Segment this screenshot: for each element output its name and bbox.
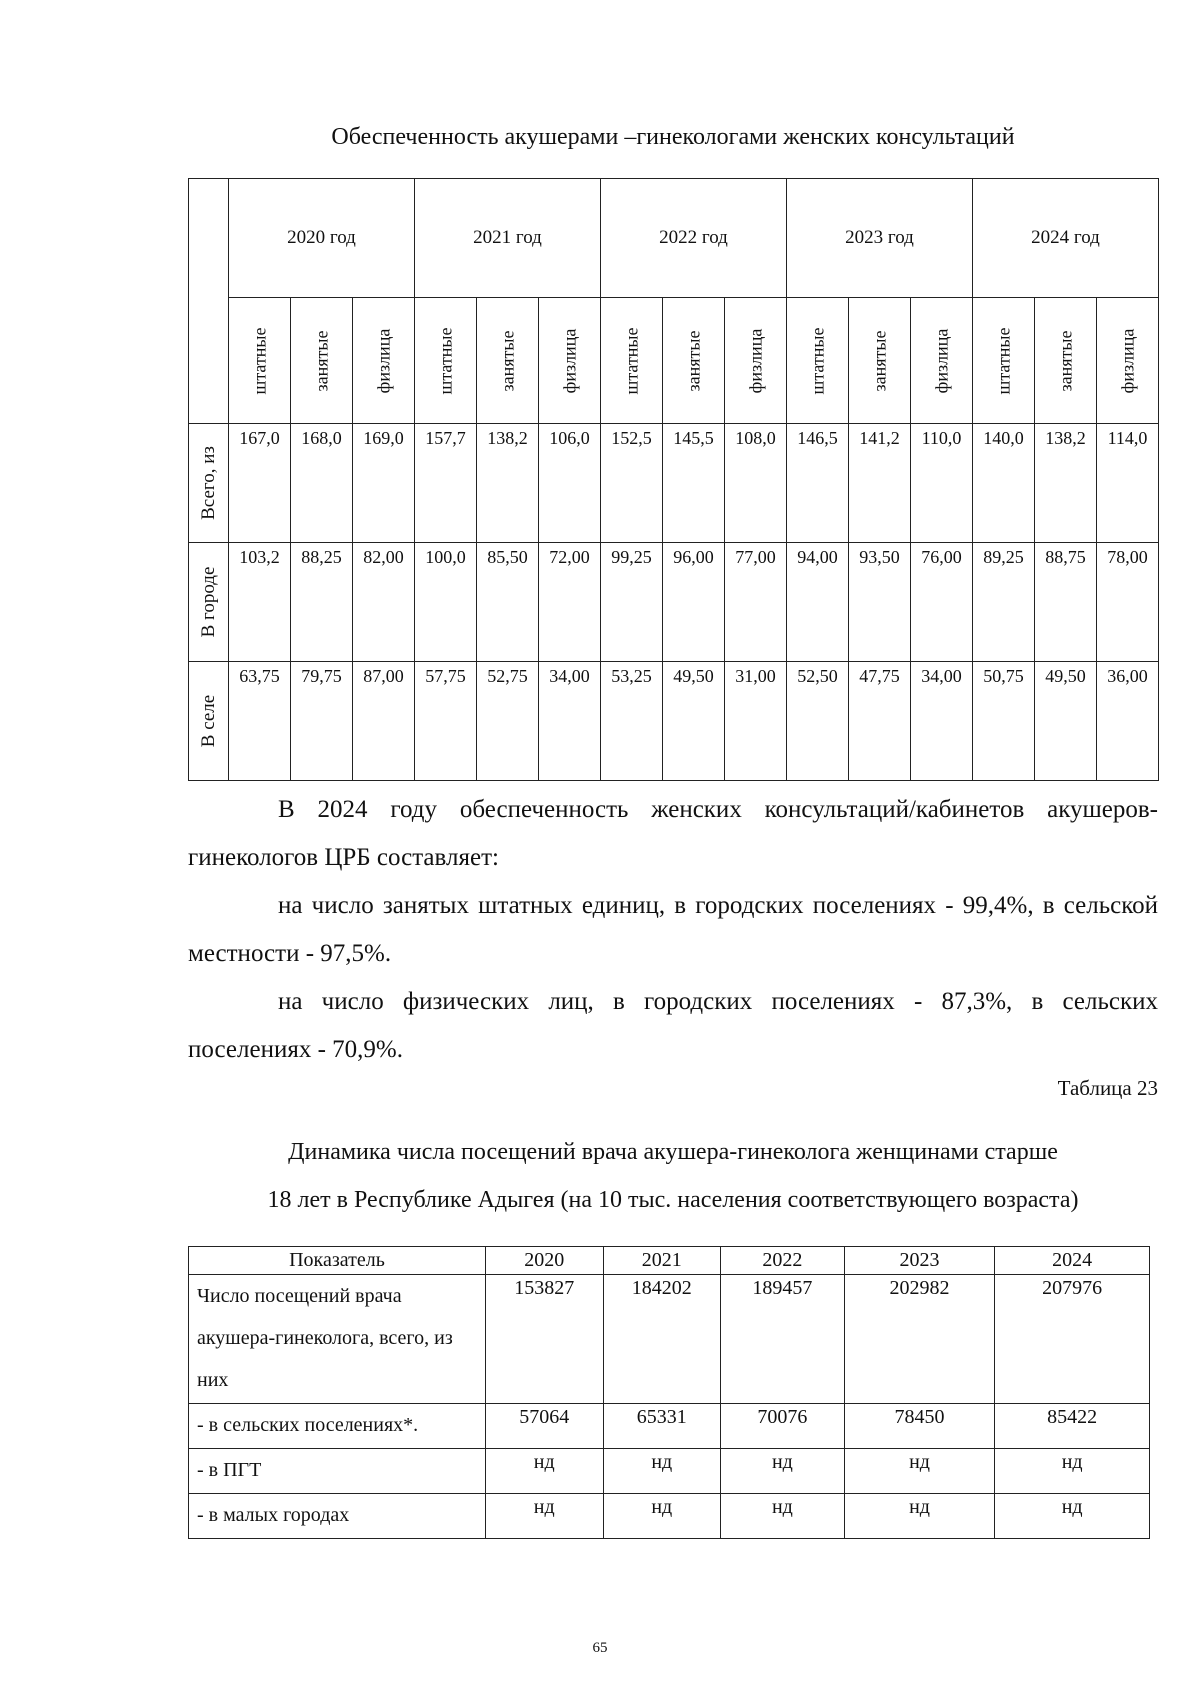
sub-header: штатные [229,298,291,424]
row-label: - в малых городах [189,1494,486,1539]
table-cell: 89,25 [973,543,1035,662]
table-row [189,424,1159,543]
table-cell: 157,7 [415,424,477,543]
table-cell: 57064 [485,1404,603,1449]
table-cell: 63,75 [229,662,291,781]
table-cell: 167,0 [229,424,291,543]
table-cell: 207976 [995,1275,1150,1404]
page-title: Обеспеченность акушерами –гинекологами женских консультаций [331,124,1015,150]
table-cell: 77,00 [725,543,787,662]
table-cell: нд [995,1494,1150,1539]
sub-header: штатные [973,298,1035,424]
table-cell: 153827 [485,1275,603,1404]
year-header: 2023 год [787,179,973,298]
column-header: 2024 [995,1247,1150,1275]
year-header: 2021 год [415,179,601,298]
table-cell: 31,00 [725,662,787,781]
corner-cell [189,179,229,424]
table-cell: 52,75 [477,662,539,781]
sub-header: занятые [849,298,911,424]
table-cell: 53,25 [601,662,663,781]
table-cell: 87,00 [353,662,415,781]
table-cell: нд [721,1449,845,1494]
table-cell: 99,25 [601,543,663,662]
table2-title-line: 18 лет в Республике Адыгея (на 10 тыс. населения соответствующего возраста) [267,1187,1079,1213]
table-cell: 50,75 [973,662,1035,781]
sub-header: физлица [539,298,601,424]
table-row [189,1275,1150,1404]
table-cell: 47,75 [849,662,911,781]
sub-header: физлица [1097,298,1159,424]
table-cell: 65331 [603,1404,721,1449]
table-cell: 141,2 [849,424,911,543]
sub-header: физлица [353,298,415,424]
year-header: 2024 год [973,179,1159,298]
table-cell: 169,0 [353,424,415,543]
row-label: В селе [189,662,229,781]
paragraph-staff-units: на число занятых штатных единиц, в городских поселениях - 99,4%, в сельской местности - 97,5%. [188,892,1158,967]
table-row [189,543,1159,662]
table-cell: 184202 [603,1275,721,1404]
table-cell: 36,00 [1097,662,1159,781]
sub-header: штатные [415,298,477,424]
table-cell: 138,2 [1035,424,1097,543]
table-cell: 140,0 [973,424,1035,543]
table-cell: 189457 [721,1275,845,1404]
table-cell: 34,00 [539,662,601,781]
table-cell: нд [721,1494,845,1539]
sub-header: занятые [1035,298,1097,424]
table-cell: 79,75 [291,662,353,781]
table-cell: 94,00 [787,543,849,662]
table-row [189,1494,1150,1539]
table-cell: 88,25 [291,543,353,662]
table-cell: 103,2 [229,543,291,662]
table-cell: 49,50 [1035,662,1097,781]
sub-header: физлица [911,298,973,424]
column-header: 2020 [485,1247,603,1275]
table-cell: 70076 [721,1404,845,1449]
table-cell: нд [995,1449,1150,1494]
table-cell: 85422 [995,1404,1150,1449]
visits-table [188,1246,1150,1539]
paragraph-summary: В 2024 году обеспеченность женских консультаций/кабинетов акушеров-гинекологов ЦРБ составляет: [188,796,1158,871]
table-cell: 168,0 [291,424,353,543]
table-cell: 108,0 [725,424,787,543]
page-number: 65 [592,1640,608,1656]
table-row [189,1449,1150,1494]
table-cell: 146,5 [787,424,849,543]
table-cell: 100,0 [415,543,477,662]
table-cell: 93,50 [849,543,911,662]
table-cell: 72,00 [539,543,601,662]
row-label: - в сельских поселениях*. [189,1404,486,1449]
table-cell: 110,0 [911,424,973,543]
column-header: 2022 [721,1247,845,1275]
sub-header: занятые [663,298,725,424]
table2-title-line: Динамика числа посещений врача акушера-гинеколога женщинами старше [288,1139,1058,1165]
table-cell: нд [844,1494,995,1539]
visits-header-row [189,1247,1150,1275]
row-label: В городе [189,543,229,662]
sub-header-row [189,298,1159,424]
sub-header: занятые [291,298,353,424]
row-label: Число посещений врача акушера-гинеколога, всего, из них [189,1275,486,1404]
column-header: 2023 [844,1247,995,1275]
table-cell: 49,50 [663,662,725,781]
paragraph-physical-persons: на число физических лиц, в городских поселениях - 87,3%, в сельских поселениях - 70,9%. [188,988,1158,1063]
table-cell: 85,50 [477,543,539,662]
table-cell: 138,2 [477,424,539,543]
sub-header: штатные [787,298,849,424]
table-cell: 78450 [844,1404,995,1449]
row-label: - в ПГТ [189,1449,486,1494]
column-header: Показатель [189,1247,486,1275]
table-cell: 152,5 [601,424,663,543]
table-cell: 106,0 [539,424,601,543]
sub-header: занятые [477,298,539,424]
table-caption: Таблица 23 [1057,1076,1158,1100]
table-cell: 96,00 [663,543,725,662]
table-cell: 34,00 [911,662,973,781]
table-cell: нд [485,1449,603,1494]
sub-header: физлица [725,298,787,424]
table-cell: 202982 [844,1275,995,1404]
table-cell: 82,00 [353,543,415,662]
year-header: 2020 год [229,179,415,298]
table-cell: 88,75 [1035,543,1097,662]
sub-header: штатные [601,298,663,424]
staffing-table [188,178,1159,781]
table-cell: нд [603,1494,721,1539]
table-cell: нд [844,1449,995,1494]
column-header: 2021 [603,1247,721,1275]
table-cell: нд [485,1494,603,1539]
table2-title [188,1128,1158,1224]
table-row [189,1404,1150,1449]
year-header: 2022 год [601,179,787,298]
table-cell: нд [603,1449,721,1494]
row-label: Всего, из [189,424,229,543]
table-cell: 57,75 [415,662,477,781]
year-header-row [189,179,1159,298]
table-cell: 52,50 [787,662,849,781]
table-cell: 76,00 [911,543,973,662]
table-row [189,662,1159,781]
table-cell: 145,5 [663,424,725,543]
table-cell: 78,00 [1097,543,1159,662]
table-cell: 114,0 [1097,424,1159,543]
